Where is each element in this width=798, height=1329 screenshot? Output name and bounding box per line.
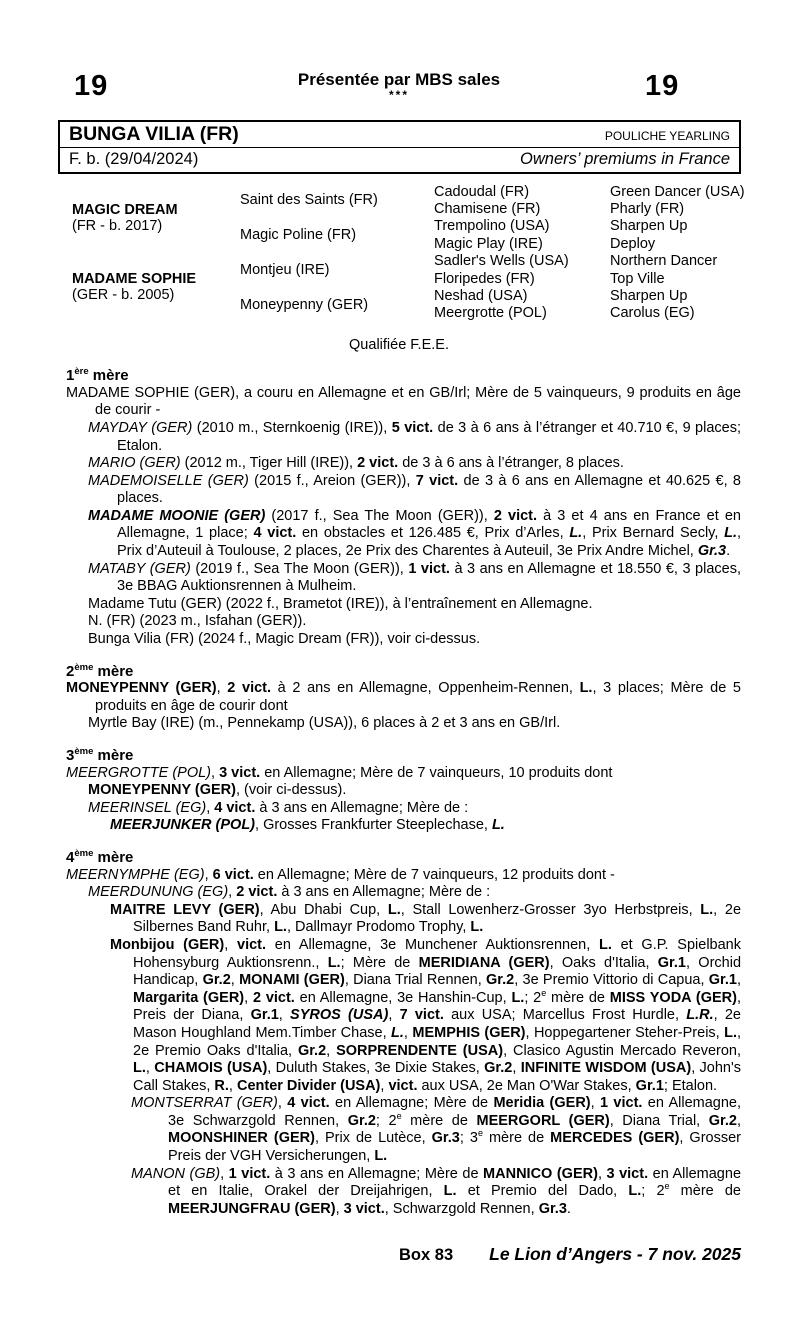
owners-premiums-note: Owners’ premiums in France: [520, 150, 730, 168]
text-run: ; 2: [375, 1112, 397, 1129]
section-heading: [66, 845, 741, 867]
text-run: L.: [569, 525, 583, 542]
text-run: MEERGORL (GER): [476, 1112, 610, 1129]
pedigree-entry: Meergrotte (POL): [434, 305, 547, 322]
section-heading: [66, 659, 741, 681]
pedigree-details: [66, 363, 741, 1218]
text-run: , John's Call Stakes,: [133, 1060, 741, 1094]
catalog-paragraph: [88, 715, 741, 733]
text-run: L.: [443, 1183, 457, 1200]
text-run: 4 vict.: [287, 1095, 330, 1112]
text-run: ,: [388, 1007, 400, 1024]
qualification-note: Qualifiée F.E.E.: [349, 337, 449, 354]
text-run: L.: [274, 919, 287, 936]
text-run: MEERDUNUNG (EG): [88, 884, 229, 901]
pedigree-entry: Sadler's Wells (USA): [434, 253, 569, 270]
text-run: de 3 à 6 ans à l’étranger et 40.710 €, 9 places; Etalon.: [117, 419, 741, 454]
catalog-paragraph: [88, 800, 741, 818]
text-run: 3 vict.: [606, 1165, 649, 1182]
text-run: (2015 f., Areion (GER)),: [248, 472, 416, 489]
text-run: L.: [511, 989, 525, 1006]
text-run: , Abu Dhabi Cup,: [259, 901, 388, 918]
text-run: 2 vict.: [252, 989, 295, 1006]
pedigree-entry: Sharpen Up: [610, 218, 688, 235]
pedigree-entry: Green Dancer (USA): [610, 183, 745, 200]
text-run: 4 vict.: [214, 799, 256, 816]
sire-block-origin: (FR - b. 2017): [72, 217, 163, 234]
heading-number: 2: [66, 662, 75, 680]
catalog-paragraph: [88, 455, 741, 473]
text-run: MADAME SOPHIE (GER), a couru en Allemagne et en GB/Irl; Mère de 5 vainqueurs, 9 produits en âge de courir -: [66, 384, 741, 419]
lot-number-left: 19: [74, 70, 109, 102]
catalog-paragraph: [131, 1166, 741, 1219]
text-run: MEERGROTTE (POL): [66, 764, 212, 781]
pedigree-entry: Northern Dancer: [610, 253, 718, 270]
text-run: et Premio del Dado,: [456, 1183, 629, 1200]
text-run: ,: [512, 1060, 521, 1077]
text-run: MONAMI (GER): [239, 972, 345, 989]
text-run: MARIO (GER): [88, 455, 181, 472]
catalog-paragraph: [110, 937, 741, 1095]
pedigree-table: [72, 183, 745, 322]
catalog-paragraph: [88, 613, 741, 631]
title-box-row-2: [60, 148, 739, 172]
text-run: e: [477, 1128, 483, 1139]
text-run: 2 vict.: [227, 680, 272, 697]
text-run: , 2e Silbernes Band Ruhr,: [133, 901, 742, 936]
heading-ordinal-suffix: ème: [74, 847, 94, 859]
text-run: Margarita (GER): [133, 989, 245, 1006]
heading-number: 1: [66, 367, 75, 385]
pedigree-entry: Magic Play (IRE): [434, 235, 543, 252]
pedigree-entry: Floripedes (FR): [434, 270, 535, 287]
text-run: SORPRENDENTE (USA): [336, 1042, 504, 1059]
text-run: , Diana Trial,: [609, 1112, 709, 1129]
pedigree-entry: Trempolino (USA): [434, 218, 550, 235]
text-run: , Schwarzgold Rennen,: [384, 1200, 539, 1217]
text-run: MAYDAY (GER): [88, 419, 193, 436]
text-run: .: [726, 543, 731, 560]
catalog-paragraph: [88, 884, 741, 902]
horse-birth-info: F. b. (29/04/2024): [69, 150, 199, 168]
text-run: (2012 m., Tiger Hill (IRE)),: [180, 455, 358, 472]
catalog-paragraph: [110, 902, 741, 937]
text-run: 1 vict.: [600, 1095, 643, 1112]
text-run: MOONSHINER (GER): [168, 1130, 315, 1147]
section-heading: [66, 363, 741, 385]
text-run: , Diana Trial Rennen,: [344, 972, 486, 989]
catalog-paragraph: [88, 508, 741, 561]
text-run: 1 vict.: [228, 1165, 271, 1182]
pedigree-entry: Sharpen Up: [610, 288, 688, 305]
text-run: L.: [579, 680, 593, 697]
text-run: L.: [133, 1060, 146, 1077]
text-run: Gr.1: [250, 1007, 279, 1024]
text-run: à 3 ans en Allemagne; Mère de :: [277, 884, 491, 901]
catalog-paragraph: [88, 631, 741, 649]
pedigree-entry: Top Ville: [610, 270, 665, 287]
pedigree-entry: Deploy: [610, 235, 656, 252]
text-run: ,: [403, 1024, 413, 1041]
text-run: Gr.3: [431, 1130, 460, 1147]
sire-block-name: MAGIC DREAM: [72, 201, 178, 218]
sire-block: [72, 183, 240, 253]
text-run: , 2e Mason Houghland Mem.Timber Chase,: [133, 1007, 742, 1041]
text-run: ,: [204, 866, 213, 883]
text-run: ,: [244, 989, 253, 1006]
pedigree-entry: Magic Poline (FR): [240, 227, 357, 244]
text-run: ,: [277, 1095, 288, 1112]
text-run: e: [541, 987, 547, 998]
dam-block: [72, 253, 240, 323]
text-run: e: [396, 1111, 402, 1122]
text-run: L.: [724, 1024, 737, 1041]
text-run: ; Mère de: [340, 954, 419, 971]
catalog-paragraph: [66, 680, 741, 715]
text-run: , Clasico Agustin Mercado Reveron,: [503, 1042, 742, 1059]
text-run: ,: [230, 972, 240, 989]
text-run: 4 vict.: [253, 525, 297, 542]
catalog-paragraph: [88, 782, 741, 800]
text-run: ,: [216, 680, 228, 697]
pedigree-entry: Chamisene (FR): [434, 201, 541, 218]
text-run: , Orchid Handicap,: [133, 954, 742, 989]
text-run: aux USA, 2e Man O'War Stakes,: [417, 1077, 636, 1094]
catalog-paragraph: [66, 385, 741, 420]
text-run: Gr.2: [484, 1060, 513, 1077]
text-run: L.: [374, 1148, 388, 1165]
pedigree-entry: Pharly (FR): [610, 201, 685, 218]
text-run: MONEYPENNY (GER): [88, 782, 236, 799]
text-run: ; 3: [459, 1130, 478, 1147]
text-run: vict.: [388, 1077, 418, 1094]
heading-ordinal-suffix: ème: [74, 661, 94, 673]
text-run: , 3e Premio Vittorio di Capua,: [514, 972, 709, 989]
text-run: MERCEDES (GER): [550, 1130, 680, 1147]
text-run: ,: [590, 1095, 601, 1112]
text-run: (2010 m., Sternkoenig (IRE)),: [192, 419, 392, 436]
text-run: vict.: [237, 936, 267, 953]
text-run: L.: [700, 901, 714, 918]
box-number: Box 83: [399, 1246, 454, 1264]
text-run: MAITRE LEVY (GER): [110, 901, 260, 918]
text-run: , Oaks d'Italia,: [549, 954, 658, 971]
text-run: , Preis der Diana,: [133, 989, 741, 1024]
text-run: ,: [380, 1077, 389, 1094]
text-run: L.: [387, 901, 401, 918]
text-run: ,: [228, 884, 237, 901]
dam-block-name: MADAME SOPHIE: [72, 271, 197, 288]
text-run: ,: [736, 972, 742, 989]
text-run: SYROS (USA): [290, 1007, 389, 1024]
text-run: 6 vict.: [212, 866, 254, 883]
text-run: ,: [145, 1060, 155, 1077]
text-run: , Dallmayr Prodomo Trophy,: [286, 919, 471, 936]
catalog-paragraph: [88, 596, 741, 614]
text-run: ,: [220, 1165, 229, 1182]
text-run: Myrtle Bay (IRE) (m., Pennekamp (USA)), 6 places à 2 et 3 ans en GB/Irl.: [88, 715, 561, 732]
title-box-row-1: [60, 122, 739, 148]
text-run: L.: [327, 954, 341, 971]
page-header: [0, 70, 798, 120]
text-run: MADAME MOONIE (GER): [88, 507, 266, 524]
text-run: ,: [206, 799, 215, 816]
text-run: L.: [724, 525, 737, 542]
heading-label: mère: [93, 848, 134, 866]
text-run: Gr.2: [297, 1042, 327, 1059]
text-run: N. (FR) (2023 m., Isfahan (GER)).: [88, 613, 307, 630]
text-run: R.: [214, 1077, 229, 1094]
text-run: à 2 ans en Allemagne, Oppenheim-Rennen,: [271, 680, 580, 697]
text-run: 5 vict.: [391, 419, 434, 436]
text-run: L.: [391, 1024, 404, 1041]
text-run: ,: [228, 1077, 237, 1094]
text-run: en Allemagne; Mère de: [329, 1095, 494, 1112]
pedigree-entry: Carolus (EG): [610, 305, 695, 322]
text-run: 2 vict.: [493, 507, 538, 524]
text-run: , 3 places; Mère de 5 produits en âge de courir dont: [95, 680, 741, 714]
text-run: mère de: [669, 1183, 741, 1200]
text-run: MONTSERRAT (GER): [131, 1095, 278, 1112]
catalog-paragraph: [88, 473, 741, 508]
text-run: à 3 ans en Allemagne; Mère de: [270, 1165, 484, 1182]
text-run: ,: [326, 1042, 337, 1059]
text-run: e: [664, 1181, 670, 1192]
text-run: ; 2: [524, 989, 542, 1006]
pedigree-entry: Cadoudal (FR): [434, 183, 530, 200]
text-run: (2019 f., Sea The Moon (GER)),: [190, 560, 409, 577]
heading-number: 4: [66, 848, 75, 866]
text-run: ,: [278, 1007, 291, 1024]
catalog-paragraph: [131, 1095, 741, 1165]
stars-separator: ***: [388, 88, 409, 102]
text-run: à 3 et 4 ans en France et en Allemagne, 1 place;: [117, 507, 741, 542]
text-run: Gr.1: [708, 972, 737, 989]
heading-label: mère: [88, 367, 129, 385]
pedigree-entry: Saint des Saints (FR): [240, 192, 378, 209]
text-run: Gr.3: [697, 543, 727, 560]
text-run: Gr.3: [538, 1200, 567, 1217]
pedigree-entry: Neshad (USA): [434, 288, 528, 305]
heading-number: 3: [66, 747, 75, 764]
text-run: MATABY (GER): [88, 560, 191, 577]
heading-ordinal-suffix: ère: [74, 366, 89, 378]
horse-category: POULICHE YEARLING: [604, 129, 730, 143]
text-run: Gr.1: [635, 1077, 664, 1094]
text-run: mère de: [546, 989, 610, 1006]
text-run: MERIDIANA (GER): [418, 954, 550, 971]
catalog-paragraph: [88, 561, 741, 596]
catalog-paragraph: [88, 420, 741, 455]
text-run: CHAMOIS (USA): [154, 1060, 268, 1077]
text-run: MANNICO (GER): [483, 1165, 598, 1182]
text-run: , Stall Lowenherz-Grosser 3yo Herbstpreis,: [400, 901, 701, 918]
text-run: , Grosser Preis der VGH Versicherungen,: [168, 1130, 741, 1165]
section-heading: [66, 743, 741, 765]
text-run: 3 vict.: [343, 1200, 385, 1217]
page-footer: [66, 1244, 741, 1265]
text-run: Gr.2: [202, 972, 231, 989]
text-run: 2 vict.: [236, 884, 278, 901]
text-run: Gr.2: [486, 972, 515, 989]
lot-number-right: 19: [645, 70, 680, 102]
text-run: L.: [628, 1183, 642, 1200]
text-run: , 2e Premio Oaks d'Italia,: [133, 1024, 742, 1059]
text-run: ; 2: [641, 1183, 665, 1200]
text-run: et G.P. Spielbank Hohensyburg Auktionsrenn.,: [133, 936, 741, 971]
text-run: en Allemagne, 3e Schwarzgold Rennen,: [168, 1095, 742, 1129]
dam-block-origin: (GER - b. 2005): [72, 287, 175, 304]
text-run: mère de: [482, 1130, 551, 1147]
text-run: Gr.1: [657, 954, 686, 971]
text-run: de 3 à 6 ans en Allemagne et 40.625 €, 8 places.: [117, 472, 741, 507]
text-run: 7 vict.: [415, 472, 459, 489]
catalog-paragraph: [66, 867, 741, 885]
text-run: 3 vict.: [219, 764, 261, 781]
text-run: INFINITE WISDOM (USA): [520, 1060, 692, 1077]
text-run: 1 vict.: [408, 560, 450, 577]
heading-ordinal-suffix: ème: [74, 746, 94, 757]
text-run: , Grosses Frankfurter Steeplechase,: [255, 817, 492, 834]
text-run: ,: [335, 1200, 344, 1217]
text-run: , (voir ci-dessus).: [235, 782, 347, 799]
text-run: en Allemagne; Mère de 7 vainqueurs, 10 produits dont: [260, 764, 613, 781]
catalog-paragraph: [66, 765, 741, 783]
text-run: en Allemagne; Mère de 7 vainqueurs, 12 produits dont -: [253, 866, 615, 883]
text-run: L.: [470, 919, 484, 936]
text-run: .: [566, 1200, 571, 1217]
text-run: 7 vict.: [399, 1007, 444, 1024]
horse-title-box: [58, 120, 741, 174]
text-run: en Allemagne, 3e Munchener Auktionsrennen,: [266, 936, 599, 953]
horse-name: BUNGA VILIA (FR): [69, 123, 239, 145]
text-run: Bunga Vilia (FR) (2024 f., Magic Dream (FR)), voir ci-dessus.: [88, 631, 481, 648]
text-run: MEERINSEL (EG): [88, 799, 207, 816]
text-run: MISS YODA (GER): [609, 989, 737, 1006]
text-run: , Prix de Lutèce,: [314, 1130, 432, 1147]
text-run: MONEYPENNY (GER): [66, 680, 217, 697]
text-run: ; Etalon.: [663, 1077, 718, 1094]
heading-label: mère: [93, 662, 134, 680]
text-run: MEERNYMPHE (EG): [66, 866, 205, 883]
text-run: à 3 ans en Allemagne et 18.550 €, 3 places, 3e BBAG Auktionsrennen à Mulheim.: [117, 560, 741, 595]
heading-label: mère: [93, 747, 134, 764]
text-run: de 3 à 6 ans à l’étranger, 8 places.: [398, 455, 624, 472]
text-run: ,: [211, 764, 220, 781]
text-run: MADEMOISELLE (GER): [88, 472, 249, 489]
text-run: , Prix d’Auteuil à Toulouse, 2 places, 2e Prix des Charentes à Auteuil, 3e Prix Andre Michel,: [117, 525, 742, 560]
text-run: MEMPHIS (GER): [412, 1024, 526, 1041]
text-run: à 3 ans en Allemagne; Mère de :: [255, 799, 469, 816]
text-run: , Duluth Stakes, 3e Dixie Stakes,: [267, 1060, 485, 1077]
text-run: Gr.2: [347, 1112, 376, 1129]
text-run: ,: [737, 1112, 742, 1129]
text-run: L.R.: [686, 1007, 714, 1024]
text-run: L.: [598, 936, 612, 953]
pedigree-entry: Montjeu (IRE): [240, 261, 330, 278]
text-run: MANON (GB): [131, 1165, 221, 1182]
text-run: ,: [597, 1165, 607, 1182]
text-run: ,: [224, 936, 238, 953]
text-run: L.: [491, 817, 505, 834]
presenter-title: Présentée par MBS sales: [297, 70, 501, 89]
text-run: MEERJUNGFRAU (GER): [168, 1200, 336, 1217]
text-run: (2017 f., Sea The Moon (GER)),: [265, 507, 494, 524]
text-run: en Allemagne, 3e Hanshin-Cup,: [294, 989, 512, 1006]
pedigree-entry: Moneypenny (GER): [240, 296, 369, 313]
text-run: 2 vict.: [357, 455, 399, 472]
text-run: en Allemagne et en Italie, Orakel der Dreijahrigen,: [168, 1165, 742, 1200]
text-run: , Hoppegartener Steher-Preis,: [525, 1024, 725, 1041]
sale-venue-date: Le Lion d’Angers - 7 nov. 2025: [489, 1244, 741, 1264]
text-run: Center Divider (USA): [236, 1077, 381, 1094]
text-run: Madame Tutu (GER) (2022 f., Brametot (IRE)), à l’entraînement en Allemagne.: [88, 595, 593, 612]
text-run: , Prix Bernard Secly,: [582, 525, 725, 542]
text-run: mère de: [401, 1112, 477, 1129]
text-run: Monbijou (GER): [110, 936, 225, 953]
text-run: Gr.2: [708, 1112, 737, 1129]
text-run: en obstacles et 126.485 €, Prix d’Arles,: [296, 525, 570, 542]
text-run: MEERJUNKER (POL): [110, 817, 256, 834]
text-run: aux USA; Marcellus Frost Hurdle,: [443, 1007, 687, 1024]
catalog-paragraph: [110, 817, 741, 835]
text-run: Meridia (GER): [493, 1095, 591, 1112]
